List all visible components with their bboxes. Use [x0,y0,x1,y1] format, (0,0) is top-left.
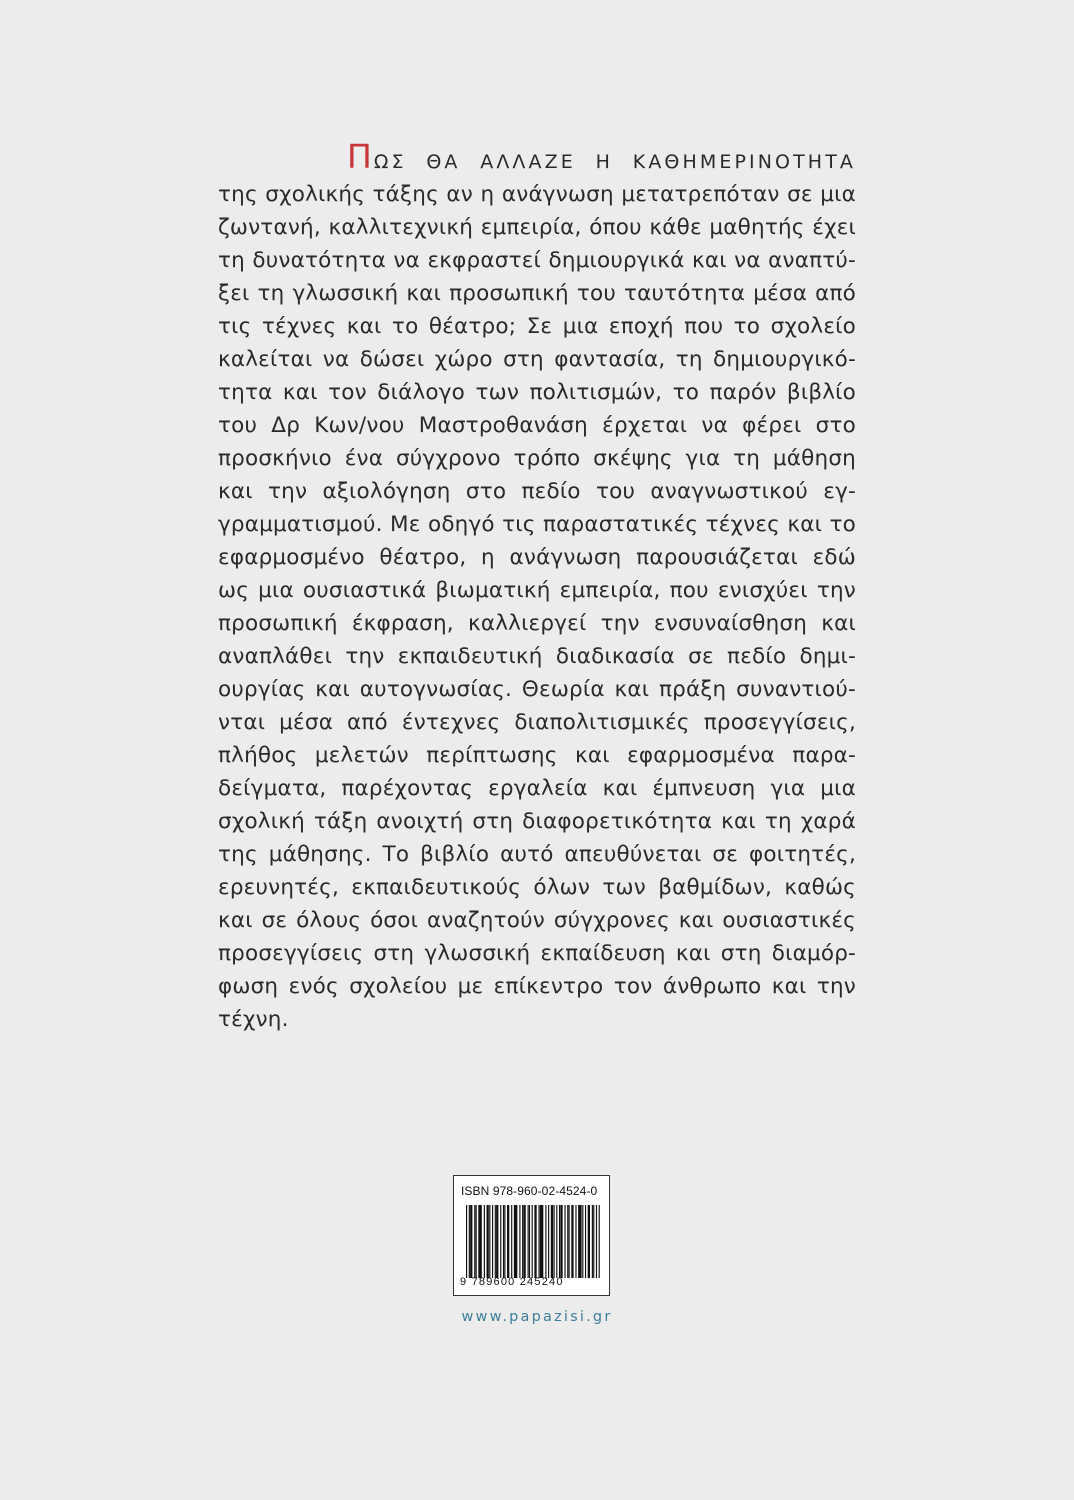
blurb-line: τητα και τον διάλογο των πολιτισμών, το παρόν βιβλίο [218,380,856,405]
barcode-bar [500,1205,501,1278]
barcode-bar [476,1205,477,1278]
barcode-bar [564,1205,565,1278]
barcode-bars [466,1205,600,1278]
blurb-line: πλήθος μελετών περίπτωσης και εφαρμοσμένα παρα- [218,743,856,768]
barcode-bar [540,1205,543,1278]
blurb-line: ως μια ουσιαστικά βιωματική εμπειρία, που ενισχύει την [218,578,856,603]
barcode-bar [503,1205,504,1278]
blurb-line: και σε όλους όσοι αναζητούν σύγχρονες και ουσιαστικές [218,908,856,933]
barcode-bar [548,1205,549,1278]
barcode-bar [556,1205,557,1278]
blurb-line: προσκήνιο ένα σύγχρονο τρόπο σκέψης για τη μάθηση [218,446,856,471]
blurb-line: τη δυνατότητα να εκφραστεί δημιουργικά και να αναπτύ- [218,248,856,273]
blurb-line: προσεγγίσεις στη γλωσσική εκπαίδευση και στη διαμόρ- [218,941,856,966]
barcode-bar [511,1205,512,1278]
barcode-bar [578,1205,581,1278]
blurb-line: καλείται να δώσει χώρο στη φαντασία, τη δημιουργικό- [218,347,856,372]
barcode-bar [534,1205,536,1278]
barcode-bar [567,1205,568,1278]
blurb-line: γραμματισμού. Με οδηγό τις παραστατικές τέχνες και το [218,512,856,537]
blurb-line: νται μέσα από έντεχνες διαπολιτισμικές προσεγγίσεις, [218,710,856,735]
barcode-bar [560,1205,562,1278]
blurb-line: και την αξιολόγηση στο πεδίο του αναγνωστικού εγ- [218,479,856,504]
blurb-line: προσωπική έκφραση, καλλιεργεί την ενσυναίσθηση και [218,611,856,636]
blurb-line: της μάθησης. Το βιβλίο αυτό απευθύνεται σε φοιτητές, [218,842,856,867]
barcode-bar [495,1205,496,1278]
barcode-bar [523,1205,525,1278]
barcode-bar [532,1205,533,1278]
barcode-bar [529,1205,530,1278]
blurb-first-line [347,136,856,178]
barcode-bar [478,1205,481,1278]
blurb-line: του Δρ Κων/νου Μαστροθανάση έρχεται να φέρει στο [218,413,856,438]
blurb-line: ζωντανή, καλλιτεχνική εμπειρία, όπου κάθε μαθητής έχει [218,215,856,240]
barcode-bar [470,1205,472,1278]
publisher-website[interactable]: www.papazisi.gr [461,1309,613,1325]
barcode-bar [496,1205,498,1278]
barcode-bar [528,1205,529,1278]
barcode-bar [596,1205,597,1278]
barcode-bar [522,1205,523,1278]
barcode-bar [571,1205,573,1278]
drop-cap: Π [347,137,374,176]
first-line-caps: ΩΣ ΘΑ ΑΛΛΑΖΕ Η ΚΑΘΗΜΕΡΙΝΟΤΗΤΑ [373,151,856,173]
barcode-bar [466,1205,467,1278]
barcode-bar [588,1205,590,1278]
barcode-bar [474,1205,475,1278]
barcode-digits: 9 789600 245240 [460,1276,564,1288]
blurb-line: ερευνητές, εκπαιδευτικούς όλων των βαθμίδων, καθώς [218,875,856,900]
barcode-bar [538,1205,539,1278]
barcode-bar [592,1205,593,1278]
isbn-label: ISBN 978-960-02-4524-0 [461,1184,598,1198]
barcode-bar [575,1205,576,1278]
blurb-line: φωση ενός σχολείου με επίκεντρο τον άνθρωπο και την [218,974,856,999]
blurb-line: ξει τη γλωσσική και προσωπική του ταυτότητα μέσα από [218,281,856,306]
blurb-line: αναπλάθει την εκπαιδευτική διαδικασία σε πεδίο δημι- [218,644,856,669]
barcode-bar [492,1205,493,1278]
barcode-bar [551,1205,553,1278]
blurb-line: ουργίας και αυτογνωσίας. Θεωρία και πράξη συναντιού- [218,677,856,702]
blurb-line: τις τέχνες και το θέατρο; Σε μια εποχή που το σχολείο [218,314,856,339]
barcode-bar [593,1205,594,1278]
barcode-bar [585,1205,586,1278]
barcode-bar [504,1205,505,1278]
barcode-bar [507,1205,509,1278]
barcode-bar [519,1205,520,1278]
blurb-line: δείγματα, παρέχοντας εργαλεία και έμπνευση για μια [218,776,856,801]
barcode-bar [469,1205,470,1278]
barcode-bar [545,1205,546,1278]
barcode-bar [484,1205,485,1278]
blurb-line: τέχνη. [218,1007,289,1032]
blurb-line: της σχολικής τάξης αν η ανάγνωση μετατρεπόταν σε μια [218,182,856,207]
barcode-bar [489,1205,490,1278]
barcode-bar [514,1205,517,1278]
barcode-bar [599,1205,600,1278]
blurb-line: σχολική τάξη ανοιχτή στη διαφορετικότητα και τη χαρά [218,809,856,834]
back-cover-blurb [218,136,856,1036]
barcode-bar [554,1205,555,1278]
barcode-bar [582,1205,583,1278]
barcode-bar [487,1205,489,1278]
blurb-line: εφαρμοσμένο θέατρο, η ανάγνωση παρουσιάζεται εδώ [218,545,856,570]
isbn-barcode [453,1175,610,1296]
barcode-bar [559,1205,560,1278]
barcode-bar [569,1205,570,1278]
